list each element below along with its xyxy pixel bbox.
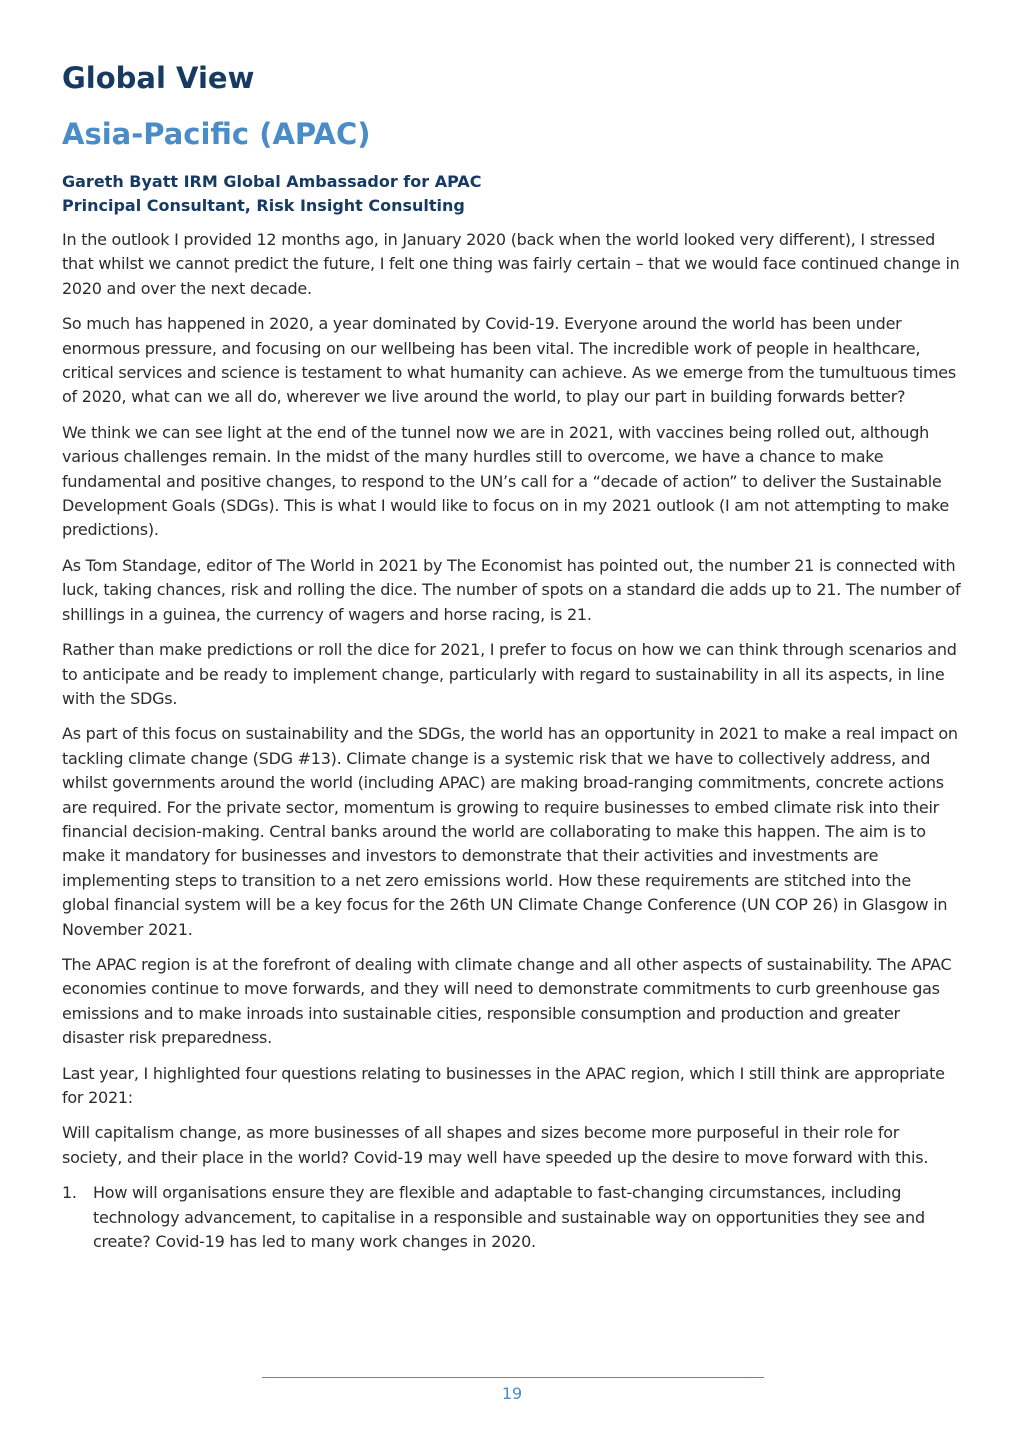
- author-name-line: Gareth Byatt IRM Global Ambassador for APAC: [62, 172, 482, 191]
- paragraph-7: The APAC region is at the forefront of dealing with climate change and all other aspects of sustainability. The APAC economies continue to move forwards, and they will need to demonstrate commitments to curb greenhouse gas emissions and to make inroads into sustainable cities, responsible consumption and production and greater disaster risk preparedness.: [62, 954, 952, 1048]
- list-item-number: 1.: [62, 1183, 77, 1203]
- author-block: [62, 170, 962, 218]
- page-subtitle: Asia-Pacific (APAC): [62, 117, 371, 151]
- footer-divider: [262, 1377, 764, 1378]
- page-title: Global View: [62, 61, 255, 95]
- paragraph-6: As part of this focus on sustainability and the SDGs, the world has an opportunity in 2021 to make a real impact on tackling climate change (SDG #13). Climate change is a systemic risk that we have to collectively address, and whilst governments around the world (including APAC) are making broad-ranging commitments, concrete actions are required. For the private sector, momentum is growing to require businesses to embed climate risk into their financial decision-making. Central banks around the world are collaborating to make this happen. The aim is to make it mandatory for businesses and investors to demonstrate that their activities and investments are implementing steps to transition to a net zero emissions world. How these requirements are stitched into the global financial system will be a key focus for the 26th UN Climate Change Conference (UN COP 26) in Glasgow in November 2021.: [62, 724, 958, 939]
- paragraph-8: Last year, I highlighted four questions relating to businesses in the APAC region, which I still think are appropriate for 2021:: [62, 1063, 945, 1107]
- paragraph-3: We think we can see light at the end of the tunnel now we are in 2021, with vaccines being rolled out, although various challenges remain. In the midst of the many hurdles still to overcome, we have a chance to make fundamental and positive changes, to respond to the UN’s call for a “decade of action” to deliver the Sustainable Development Goals (SDGs). This is what I would like to focus on in my 2021 outlook (I am not attempting to make predictions).: [62, 422, 949, 540]
- page-content: [62, 56, 962, 1254]
- list-item: [62, 1181, 962, 1254]
- paragraph-5: Rather than make predictions or roll the dice for 2021, I prefer to focus on how we can think through scenarios and to anticipate and be ready to implement change, particularly with regard to sustainability in all its aspects, in line with the SDGs.: [62, 640, 957, 708]
- page-number: 19: [501, 1384, 523, 1403]
- list-item-text: How will organisations ensure they are flexible and adaptable to fast-changing circumstances, including technology advancement, to capitalise in a responsible and sustainable way on opportunities they see and create? Covid-19 has led to many work changes in 2020.: [93, 1183, 925, 1252]
- paragraph-1: In the outlook I provided 12 months ago, in January 2020 (back when the world looked very different), I stressed that whilst we cannot predict the future, I felt one thing was fairly certain – that we would face continued change in 2020 and over the next decade.: [62, 230, 960, 298]
- paragraph-2: So much has happened in 2020, a year dominated by Covid-19. Everyone around the world has been under enormous pressure, and focusing on our wellbeing has been vital. The incredible work of people in healthcare, critical services and science is testament to what humanity can achieve. As we emerge from the tumultuous times of 2020, what can we all do, wherever we live around the world, to play our part in building forwards better?: [62, 314, 956, 407]
- numbered-list: [62, 1181, 962, 1254]
- paragraph-9: Will capitalism change, as more businesses of all shapes and sizes become more purposeful in their role for society, and their place in the world? Covid-19 may well have speeded up the desire to move forward with this.: [62, 1123, 929, 1167]
- paragraph-4: As Tom Standage, editor of The World in 2021 by The Economist has pointed out, the number 21 is connected with luck, taking chances, risk and rolling the dice. The number of spots on a standard die adds up to 21. The number of shillings in a guinea, the currency of wagers and horse racing, is 21.: [62, 555, 961, 624]
- author-role-line: Principal Consultant, Risk Insight Consulting: [62, 196, 465, 215]
